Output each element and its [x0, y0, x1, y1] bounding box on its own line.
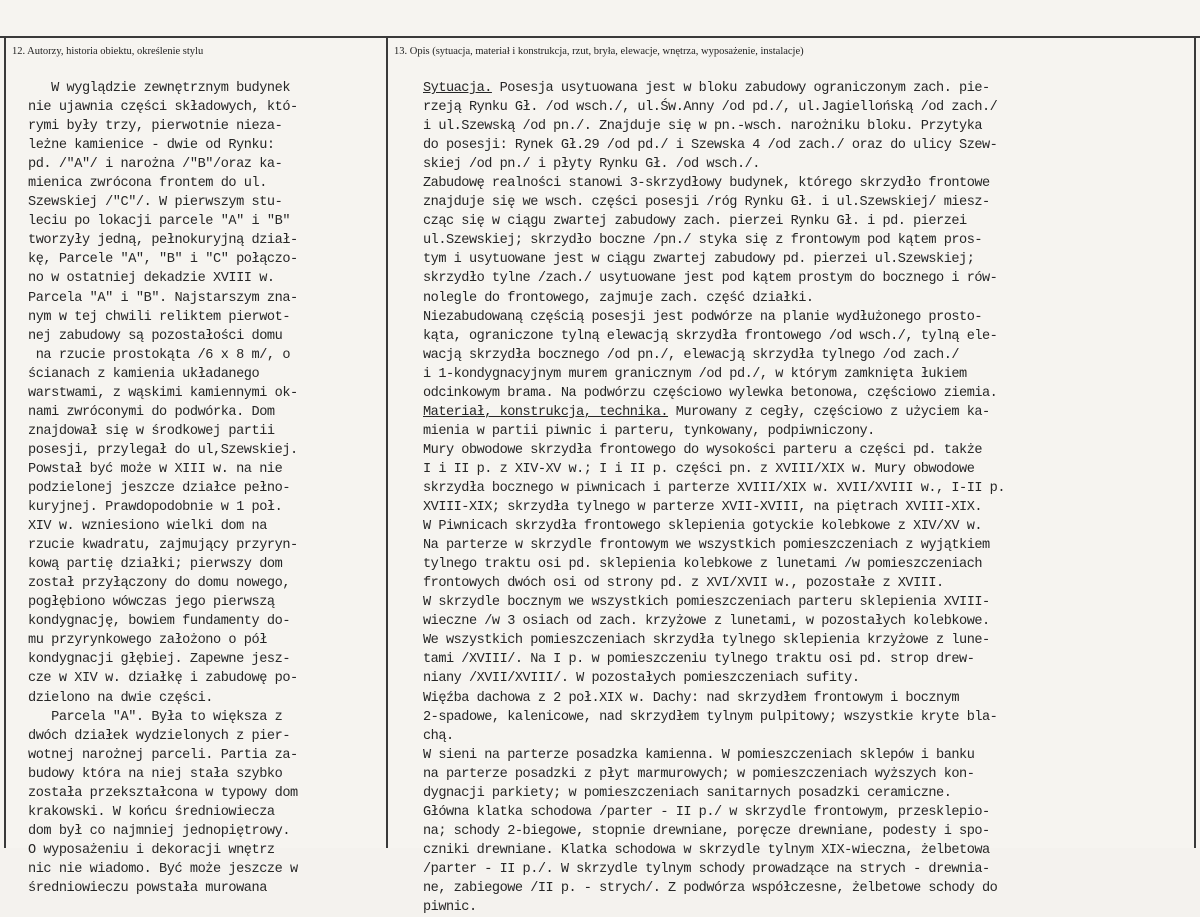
history-text-line: dzielono na dwie części. — [28, 690, 213, 706]
history-text-line: nic nie wiadomo. Być może jeszcze w — [28, 861, 298, 877]
history-text-line: budowy która na niej stała szybko — [28, 766, 283, 782]
history-text-line: został przyłączony do domu nowego, — [28, 576, 291, 592]
section-heading-underline: Materiał, konstrukcja, technika. — [423, 404, 669, 420]
description-text-line: W skrzydle bocznym we wszystkich pomieszczeniach parteru sklepienia XVIII- — [423, 595, 990, 611]
history-text-line: nie ujawnia części składowych, któ- — [28, 100, 298, 116]
history-text-line: cze w XIV w. działkę i zabudowę po- — [28, 671, 298, 687]
history-text-line: kową partię działki; pierwszy dom — [28, 557, 283, 573]
description-text-line: wacją skrzydła bocznego /od pn./, elewacją skrzydła tylnego /od zach./ — [423, 347, 960, 363]
description-text-line: ne, zabiegowe /II p. - strych/. Z podwórza współczesne, żelbetowe schody do — [423, 880, 998, 896]
description-text-line: W sieni na parterze posadzka kamienna. W pomieszczeniach sklepów i banku — [423, 747, 975, 763]
description-text-line: skrzydła bocznego w piwnicach i parterze XVIII/XIX w. XVII/XVIII w., I-II p. — [423, 480, 1005, 496]
description-text-line: niany /XVII/XVIII/. W pozostałych pomieszczeniach sufity. — [423, 671, 860, 687]
description-text-line: dygnacji parkiety; w pomieszczeniach sanitarnych posadzki ceramiczne. — [423, 785, 952, 801]
history-text-line: rymi były trzy, pierwotnie nieza- — [28, 119, 283, 135]
history-text-line: tworzyły jedną, pełnokuryjną dział- — [28, 233, 298, 249]
history-text-line: na rzucie prostokąta /6 x 8 m/, o — [28, 347, 291, 363]
history-text-line: posesji, przylegał do ul,Szewskiej. — [28, 442, 298, 458]
description-text-line: Materiał, konstrukcja, technika. Murowany z cegły, częściowo z użyciem ka- — [423, 404, 990, 420]
history-text-line: no w ostatniej dekadzie XVIII w. — [28, 271, 275, 287]
history-text-line: kondygnacji głębiej. Zapewne jesz- — [28, 652, 291, 668]
history-text-line: Parcela "A" i "B". Najstarszym zna- — [28, 290, 298, 306]
history-text-line: ścianach z kamienia układanego — [28, 366, 260, 382]
description-text-line: frontowych dwóch osi od strony pd. z XVI/XVII w., pozostałe z XVIII. — [423, 576, 944, 592]
history-text-line: nej zabudowy są pozostałości domu — [28, 328, 283, 344]
description-text-line: 2-spadowe, kalenicowe, nad skrzydłem tylnym pulpitowy; wszystkie kryte bla- — [423, 709, 998, 725]
description-text-line: Na parterze w skrzydle frontowym we wszystkich pomieszczeniach z wyjątkiem — [423, 538, 990, 554]
description-text-line: Niezabudowaną częścią posesji jest podwórze na planie wydłużonego prosto- — [423, 309, 983, 325]
description-text-line: tami /XVIII/. Na I p. w pomieszczeniu tylnego traktu osi pd. strop drew- — [423, 652, 975, 668]
description-text-column — [423, 79, 1005, 917]
history-text-line: Parcela "A". Była to większa z — [28, 709, 283, 725]
description-text-line: We wszystkich pomieszczeniach skrzydła tylnego sklepienia krzyżowe z lune- — [423, 633, 990, 649]
history-text-line: krakowski. W końcu średniowiecza — [28, 804, 275, 820]
history-text-line: kuryjnej. Prawdopodobnie w 1 poł. — [28, 500, 283, 516]
description-text-line: i ul.Szewską /od pn./. Znajduje się w pn.-wsch. narożniku bloku. Przytyka — [423, 119, 983, 135]
history-text-line: O wyposażeniu i dekoracji wnętrz — [28, 842, 275, 858]
left-border-line — [4, 36, 6, 848]
history-text-line: warstwami, z wąskimi kamiennymi ok- — [28, 385, 298, 401]
description-text-line: znajduje się we wsch. części posesji /róg Rynku Gł. i ul.Szewskiej/ miesz- — [423, 195, 990, 211]
description-text-line: na; schody 2-biegowe, stopnie drewniane, poręcze drewniane, podesty i spo- — [423, 823, 990, 839]
description-text-line: W Piwnicach skrzydła frontowego sklepienia gotyckie kolebkowe z XIV/XV w. — [423, 519, 983, 535]
description-text-line: XVIII-XIX; skrzydła tylnego w parterze XVII-XVIII, na piętrach XVIII-XIX. — [423, 500, 983, 516]
history-text-line: kondygnację, bowiem fundamenty do- — [28, 614, 291, 630]
history-text-line: mu przyrynkowego założono o pół — [28, 633, 267, 649]
description-text-line: chą. — [423, 728, 454, 744]
history-text-line: znajdował się w środkowej partii — [28, 423, 275, 439]
history-text-line: pogłębiono wówczas jego pierwszą — [28, 595, 275, 611]
history-text-line: nami zwróconymi do podwórka. Dom — [28, 404, 275, 420]
top-border-line — [0, 36, 1200, 38]
description-text-line: cząc się w ciągu zwartej zabudowy zach. pierzei Rynku Gł. i pd. pierzei — [423, 214, 967, 230]
section-13-header: 13. Opis (sytuacja, materiał i konstrukcja, rzut, bryła, elewacje, wnętrza, wyposażenie, instalacje) — [394, 46, 804, 57]
description-text-line: Sytuacja. Posesja usytuowana jest w bloku zabudowy ograniczonym zach. pie- — [423, 81, 990, 96]
section-12-header: 12. Autorzy, historia obiektu, określenie stylu — [12, 46, 204, 57]
description-text-line: mienia w partii piwnic i parteru, tynkowany, podpiwniczony. — [423, 423, 875, 439]
history-text-line: została przekształcona w typowy dom — [28, 785, 298, 801]
description-text-line: Główna klatka schodowa /parter - II p./ w skrzydle frontowym, przesklepio- — [423, 804, 990, 820]
history-text-column — [28, 79, 298, 898]
history-text-line: mienica zwrócona frontem do ul. — [28, 176, 267, 192]
history-text-line: wotnej narożnej parceli. Partia za- — [28, 747, 298, 763]
description-text-line: /parter - II p./. W skrzydle tylnym schody prowadzące na strych - drewnia- — [423, 861, 990, 877]
history-text-line: Powstał być może w XIII w. na nie — [28, 461, 283, 477]
description-text-line: Mury obwodowe skrzydła frontowego do wysokości parteru a części pd. także — [423, 442, 983, 458]
history-text-line: W wyglądzie zewnętrznym budynek — [28, 81, 291, 96]
description-text-line: czniki drewniane. Klatka schodowa w skrzydle tylnym XIX-wieczna, żelbetowa — [423, 842, 990, 858]
description-text-line: kąta, ograniczone tylną elewacją skrzydła frontowego /od wsch./, tylną ele- — [423, 328, 998, 344]
history-text-line: średniowieczu powstała murowana — [28, 880, 267, 896]
history-text-line: podzielonej jeszcze działce pełno- — [28, 480, 291, 496]
description-text-line: skrzydło tylne /zach./ usytuowane jest pod kątem prostym do bocznego i rów- — [423, 271, 998, 287]
description-text-line: nolegle do frontowego, zajmuje zach. część działki. — [423, 290, 814, 306]
right-border-line — [1194, 36, 1196, 848]
description-text-line: I i II p. z XIV-XV w.; I i II p. części pn. z XVIII/XIX w. Mury obwodowe — [423, 461, 975, 477]
description-text-line: na parterze posadzki z płyt marmurowych; w pomieszczeniach wyższych kon- — [423, 766, 975, 782]
description-text-line: wieczne /w 3 osiach od zach. krzyżowe z lunetami, w pozostałych kolebkowe. — [423, 614, 990, 630]
history-text-line: dwóch działek wydzielonych z pier- — [28, 728, 291, 744]
history-text-line: leciu po lokacji parcele "A" i "B" — [28, 214, 291, 230]
history-text-line: XIV w. wzniesiono wielki dom na — [28, 519, 267, 535]
history-text-line: leżne kamienice - dwie od Rynku: — [28, 138, 275, 154]
history-text-line: rzucie kwadratu, zajmujący przyryn- — [28, 538, 298, 554]
section-heading-underline: Sytuacja. — [423, 81, 492, 96]
column-divider — [386, 36, 388, 848]
description-text-line: tym i usytuowane jest w ciągu zwartej zabudowy pd. pierzei ul.Szewskiej; — [423, 252, 975, 268]
description-text-line: piwnic. — [423, 900, 477, 916]
history-text-line: Szewskiej /"C"/. W pierwszym stu- — [28, 195, 283, 211]
description-text-line: skiej /od pn./ i płyty Rynku Gł. /od wsch./. — [423, 157, 760, 173]
description-text-line: i 1-kondygnacyjnym murem granicznym /od pd./, w którym zamknięta łukiem — [423, 366, 967, 382]
description-text-line: Zabudowę realności stanowi 3-skrzydłowy budynek, którego skrzydło frontowe — [423, 176, 990, 192]
description-text-line: rzeją Rynku Gł. /od wsch./, ul.Św.Anny /od pd./, ul.Jagiellońską /od zach./ — [423, 100, 998, 116]
history-text-line: dom był co najmniej jednopiętrowy. — [28, 823, 291, 839]
description-text-line: ul.Szewskiej; skrzydło boczne /pn./ styka się z frontowym pod kątem pros- — [423, 233, 983, 249]
history-text-line: kę, Parcele "A", "B" i "C" połączo- — [28, 252, 298, 268]
description-text-line: Więźba dachowa z 2 poł.XIX w. Dachy: nad skrzydłem frontowym i bocznym — [423, 690, 960, 706]
history-text-line: pd. /"A"/ i narożna /"B"/oraz ka- — [28, 157, 283, 173]
description-text-line: do posesji: Rynek Gł.29 /od pd./ i Szewska 4 /od zach./ oraz do ulicy Szew- — [423, 138, 998, 154]
description-text-line: tylnego traktu osi pd. sklepienia kolebkowe z lunetami /w pomieszczeniach — [423, 557, 983, 573]
description-text-line: odcinkowym brama. Na podwórzu częściowo wylewka betonowa, częściowo ziemia. — [423, 385, 998, 401]
history-text-line: nym w tej chwili reliktem pierwot- — [28, 309, 291, 325]
